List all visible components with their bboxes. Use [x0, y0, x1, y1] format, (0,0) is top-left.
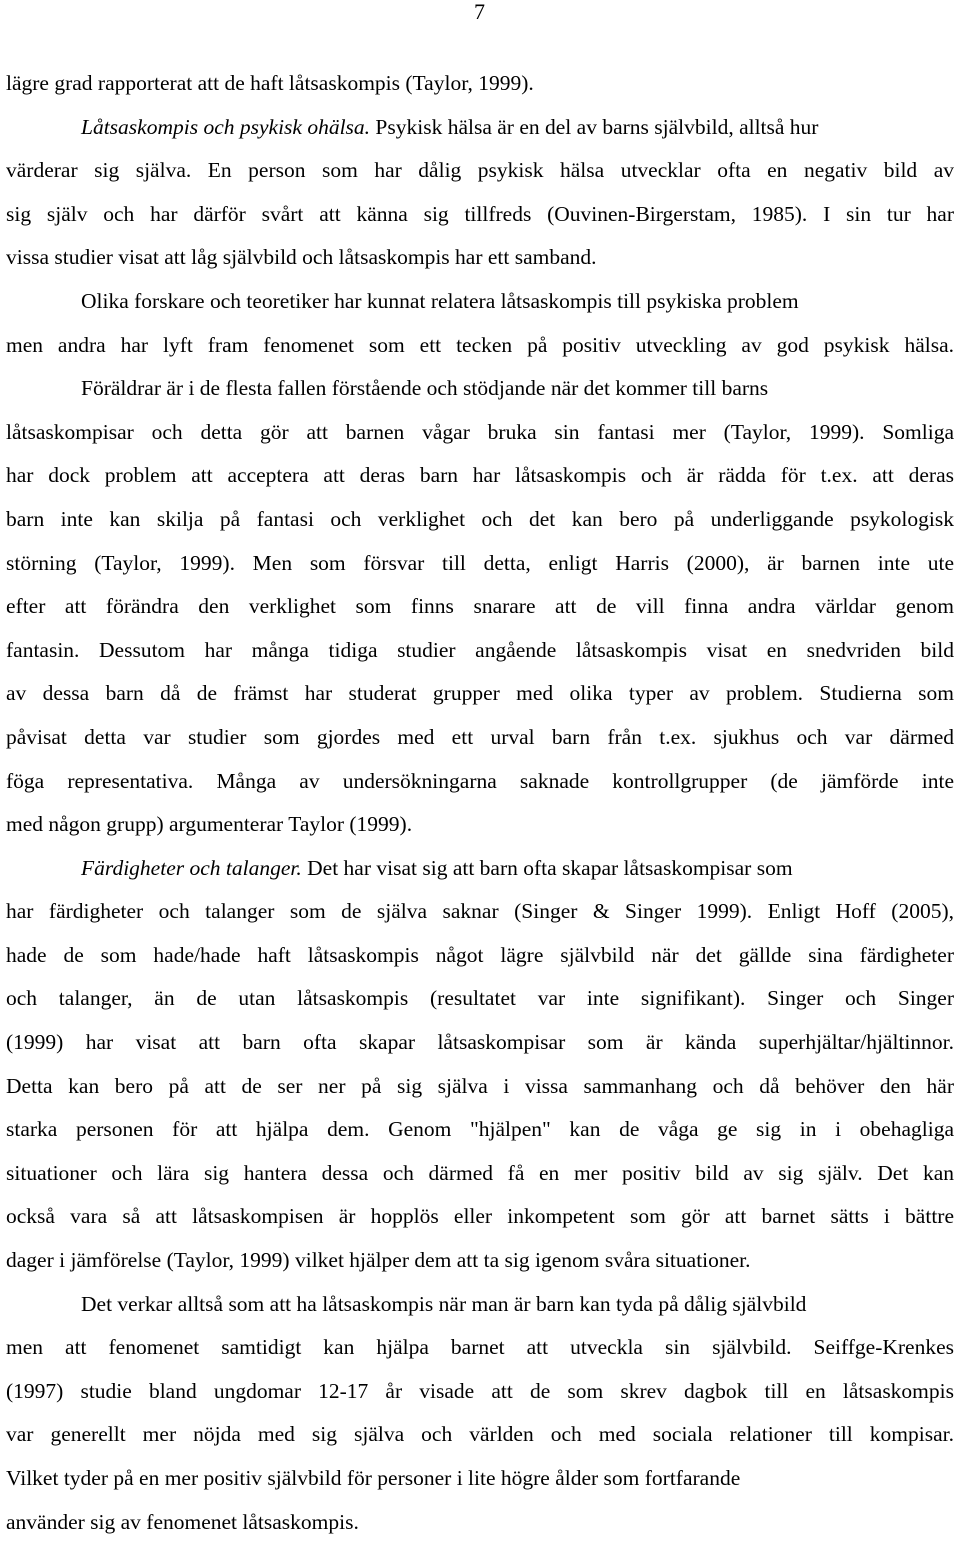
text-line: Låtsaskompis och psykisk ohälsa. Psykisk hälsa är en del av barns självbild, alltså hur — [81, 114, 819, 139]
text-line: starka personen för att hjälpa dem. Genom "hjälpen" kan de våga ge sig in i obehagliga — [6, 1117, 954, 1142]
text-line: värderar sig själva. En person som har dålig psykisk hälsa utvecklar ofta en negativ bild av — [6, 158, 954, 183]
text-line: Färdigheter och talanger. Det har visat sig att barn ofta skapar låtsaskompisar som — [81, 855, 793, 880]
text-line: fantasin. Dessutom har många tidiga studier angående låtsaskompis visat en snedvriden bild — [6, 637, 954, 662]
text-line: barn inte kan skilja på fantasi och verklighet och det kan bero på underliggande psykologisk — [6, 506, 954, 531]
text-line: (1999) har visat att barn ofta skapar låtsaskompisar som är kända superhjältar/hjältinnor. — [6, 1030, 954, 1055]
text-line: lägre grad rapporterat att de haft låtsaskompis (Taylor, 1999). — [6, 71, 534, 95]
text-line: påvisat detta var studier som gjordes med ett urval barn från t.ex. sjukhus och var därmed — [6, 724, 954, 749]
text-line: låtsaskompisar och detta gör att barnen vågar bruka sin fantasi mer (Taylor, 1999). Somliga — [6, 419, 954, 444]
text-line: föga representativa. Många av undersökningarna saknade kontrollgrupper (de jämförde inte — [6, 768, 954, 793]
text-line: dager i jämförelse (Taylor, 1999) vilket hjälper dem att ta sig igenom svåra situationer. — [6, 1248, 751, 1273]
section-heading: Låtsaskompis och psykisk ohälsa. — [81, 114, 371, 139]
text-line: störning (Taylor, 1999). Men som försvar till detta, enligt Harris (2000), är barnen inte ute — [6, 550, 954, 575]
text-line: använder sig av fenomenet låtsaskompis. — [6, 1509, 359, 1534]
page-number: 7 — [474, 0, 485, 24]
text-line: efter att förändra den verklighet som finns snarare att de vill finna andra världar genom — [6, 594, 954, 619]
text-line: men att fenomenet samtidigt kan hjälpa barnet att utveckla sin självbild. Seiffge-Krenkes — [6, 1335, 954, 1360]
text-line: har dock problem att acceptera att deras barn har låtsaskompis och är rädda för t.ex. att deras — [6, 463, 954, 488]
section-heading: Färdigheter och talanger. — [81, 855, 302, 880]
text-line: situationer och lära sig hantera dessa och därmed få en mer positiv bild av sig själv. Det kan — [6, 1160, 954, 1185]
text-line: av dessa barn då de främst har studerat grupper med olika typer av problem. Studierna som — [6, 681, 954, 706]
text-line: Detta kan bero på att de ser ner på sig själva i vissa sammanhang och då behöver den här — [6, 1073, 954, 1098]
text-line: (1997) studie bland ungdomar 12-17 år visade att de som skrev dagbok till en låtsaskompis — [6, 1378, 954, 1403]
text-line: men andra har lyft fram fenomenet som ett tecken på positiv utveckling av god psykisk hälsa. — [6, 332, 954, 357]
text-line: också vara så att låtsaskompisen är hopplös eller inkompetent som gör att barnet sätts i bättre — [6, 1204, 954, 1229]
text-line: vissa studier visat att låg självbild och låtsaskompis har ett samband. — [6, 245, 597, 270]
text-line: Det verkar alltså som att ha låtsaskompis när man är barn kan tyda på dålig självbild — [81, 1291, 807, 1316]
text-line: sig själv och har därför svårt att känna sig tillfreds (Ouvinen-Birgerstam, 1985). I sin tur har — [6, 201, 954, 226]
text-line: har färdigheter och talanger som de själva saknar (Singer & Singer 1999). Enligt Hoff (2005), — [6, 899, 954, 924]
text-line: med någon grupp) argumenterar Taylor (1999). — [6, 812, 413, 837]
text-line: Föräldrar är i de flesta fallen förstående och stödjande när det kommer till barns — [81, 376, 769, 401]
text-line: och talanger, än de utan låtsaskompis (resultatet var inte signifikant). Singer och Singer — [6, 986, 954, 1011]
text-line: hade de som hade/hade haft låtsaskompis något lägre självbild när det gällde sina färdigheter — [6, 942, 954, 967]
text-line: Olika forskare och teoretiker har kunnat relatera låtsaskompis till psykiska problem — [81, 288, 799, 313]
text-line: var generellt mer nöjda med sig själva och världen och med sociala relationer till kompisar. — [6, 1422, 954, 1447]
document-body — [6, 62, 954, 1544]
text-line: Vilket tyder på en mer positiv självbild för personer i lite högre ålder som fortfarande — [6, 1466, 741, 1490]
